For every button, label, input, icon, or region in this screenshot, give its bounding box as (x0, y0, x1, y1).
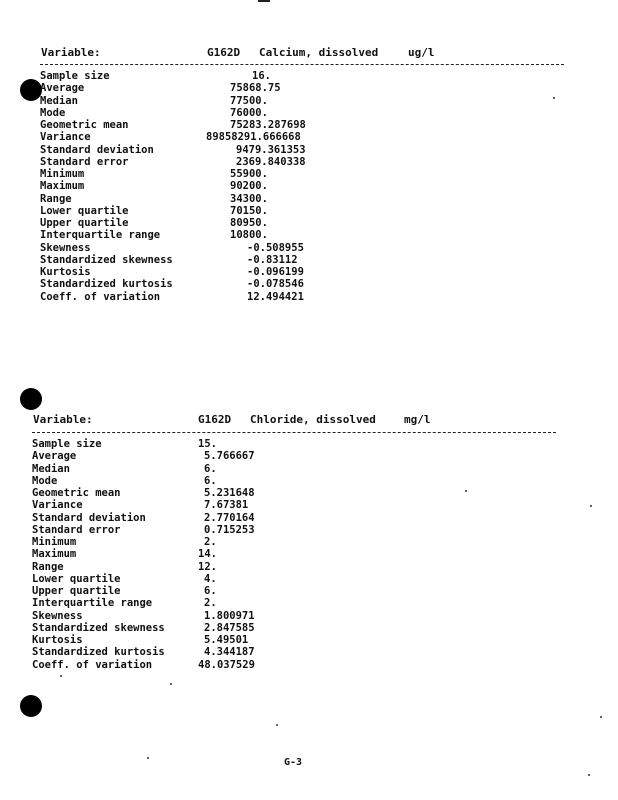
stat-value: 12. (198, 560, 217, 573)
stat-value: 55900. (230, 168, 268, 180)
stat-row (40, 266, 565, 278)
stats-section-chloride (32, 413, 557, 671)
stat-value: 9479.361353 (236, 143, 306, 156)
header-rule (40, 64, 564, 65)
variable-header (32, 413, 557, 427)
scan-speck (590, 505, 592, 507)
stat-value: 7.67381 (204, 499, 249, 512)
scan-speck (276, 724, 278, 726)
stat-label: Coeff. of variation (40, 290, 161, 303)
stat-row (32, 610, 557, 622)
stat-label: Standard deviation (40, 143, 154, 156)
stat-row (40, 242, 565, 254)
stat-label: Standardized skewness (40, 253, 173, 266)
stat-row (40, 107, 565, 119)
stats-table (40, 70, 565, 303)
stat-label: Interquartile range (32, 597, 153, 610)
stat-label: Standard error (32, 523, 121, 536)
scan-speck (170, 683, 172, 685)
stat-row (32, 463, 557, 475)
stat-label: Maximum (32, 548, 77, 561)
stat-label: Upper quartile (40, 217, 129, 229)
stat-value: 2. (204, 597, 217, 610)
scan-speck (147, 757, 149, 759)
stat-row (40, 278, 565, 290)
stat-label: Median (32, 462, 70, 475)
stat-label: Average (40, 82, 85, 95)
stat-row (32, 561, 557, 573)
stat-label: Standardized skewness (32, 621, 165, 634)
stat-label: Upper quartile (32, 585, 121, 597)
variable-name: Chloride, dissolved (250, 413, 376, 426)
stat-row (40, 217, 565, 229)
stat-label: Variance (40, 131, 91, 144)
stat-value: 6. (204, 474, 217, 487)
stat-label: Median (40, 94, 78, 107)
punch-hole-1 (20, 79, 42, 101)
stat-row (40, 70, 565, 82)
stat-label: Standard deviation (32, 511, 146, 524)
stat-value: 12.494421 (247, 290, 304, 303)
stat-value: -0.096199 (247, 266, 304, 278)
stat-label: Standard error (40, 155, 129, 168)
stat-label: Variance (32, 499, 83, 512)
stat-value: 34300. (230, 192, 268, 205)
stats-section-calcium (40, 46, 565, 303)
stats-table (32, 438, 557, 671)
stat-value: 4. (204, 572, 217, 585)
stat-label: Range (32, 560, 64, 573)
stat-label: Kurtosis (40, 266, 91, 278)
scan-mark (258, 0, 270, 2)
stat-label: Skewness (40, 241, 91, 254)
stat-value: -0.83112 (247, 253, 298, 266)
variable-label: Variable: (33, 413, 93, 426)
header-rule (32, 432, 556, 433)
stat-row (40, 95, 565, 107)
stat-value: 2.847585 (204, 621, 255, 634)
stat-row (32, 622, 557, 634)
stat-label: Standardized kurtosis (40, 278, 173, 291)
stat-row (32, 524, 557, 536)
stat-label: Lower quartile (40, 204, 129, 217)
stat-label: Coeff. of variation (32, 658, 153, 671)
stat-row (40, 144, 565, 156)
stat-value: 6. (204, 585, 217, 597)
stat-value: 2. (204, 536, 217, 548)
stat-label: Sample size (40, 70, 110, 82)
variable-unit: mg/l (404, 413, 431, 426)
stat-row (32, 499, 557, 511)
stat-row (32, 438, 557, 450)
variable-unit: ug/l (408, 46, 435, 59)
stat-row (32, 548, 557, 560)
stat-row (40, 156, 565, 168)
stat-row (32, 597, 557, 609)
stat-row (32, 585, 557, 597)
variable-code: G162D (198, 413, 232, 426)
stat-row (32, 475, 557, 487)
stat-label: Skewness (32, 609, 83, 622)
stat-value: 10800. (230, 229, 268, 242)
stat-label: Lower quartile (32, 572, 121, 585)
stat-value: 89858291.666668 (206, 131, 301, 144)
stat-row (32, 659, 557, 671)
stat-row (32, 634, 557, 646)
stat-value: 4.344187 (204, 646, 255, 659)
scan-speck (465, 490, 467, 492)
stat-value: 75868.75 (230, 82, 281, 95)
stat-value: 48.037529 (198, 658, 255, 671)
variable-label: Variable: (41, 46, 101, 59)
stat-value: 77500. (230, 94, 268, 107)
stat-value: 1.800971 (204, 609, 255, 622)
stat-label: Range (40, 192, 72, 205)
stat-row (40, 131, 565, 143)
stat-row (32, 450, 557, 462)
stat-row (40, 82, 565, 94)
variable-name: Calcium, dissolved (259, 46, 379, 59)
stat-label: Geometric mean (32, 487, 121, 499)
stat-label: Mode (32, 474, 58, 487)
stat-value: 5.49501 (204, 634, 249, 646)
punch-hole-3 (20, 695, 42, 717)
stat-value: 16. (252, 70, 271, 82)
scan-speck (60, 675, 62, 677)
stat-label: Maximum (40, 180, 85, 193)
stat-value: 5.766667 (204, 450, 255, 463)
punch-hole-2 (20, 388, 42, 410)
stat-value: 90200. (230, 180, 268, 193)
stat-value: 2.770164 (204, 511, 255, 524)
stat-row (40, 254, 565, 266)
variable-header (40, 46, 565, 60)
stat-row (32, 573, 557, 585)
stat-value: 80950. (230, 217, 268, 229)
stat-label: Kurtosis (32, 634, 83, 646)
stat-row (32, 536, 557, 548)
stat-row (32, 487, 557, 499)
stat-row (40, 229, 565, 241)
stat-row (40, 205, 565, 217)
stat-value: 5.231648 (204, 487, 255, 499)
stat-label: Standardized kurtosis (32, 646, 165, 659)
stat-value: 6. (204, 462, 217, 475)
stat-label: Minimum (32, 536, 77, 548)
stat-value: 15. (198, 438, 217, 450)
variable-code: G162D (207, 46, 241, 59)
scan-speck (588, 774, 590, 776)
stat-row (40, 180, 565, 192)
stat-row (32, 512, 557, 524)
stat-value: 75283.287698 (230, 119, 306, 131)
stat-label: Interquartile range (40, 229, 161, 242)
stat-value: -0.508955 (247, 241, 304, 254)
stat-row (40, 119, 565, 131)
stat-label: Mode (40, 106, 66, 119)
stat-value: 76000. (230, 106, 268, 119)
stat-label: Sample size (32, 438, 102, 450)
stat-row (40, 291, 565, 303)
stat-label: Geometric mean (40, 119, 129, 131)
scan-speck (553, 97, 555, 99)
stat-value: -0.078546 (247, 278, 304, 291)
stat-value: 14. (198, 548, 217, 561)
stat-label: Average (32, 450, 77, 463)
stat-label: Minimum (40, 168, 85, 180)
stat-value: 70150. (230, 204, 268, 217)
scan-speck (600, 716, 602, 718)
page-number: G-3 (284, 757, 303, 768)
stat-row (40, 193, 565, 205)
stat-value: 0.715253 (204, 523, 255, 536)
stat-value: 2369.840338 (236, 155, 306, 168)
stat-row (40, 168, 565, 180)
stat-row (32, 646, 557, 658)
